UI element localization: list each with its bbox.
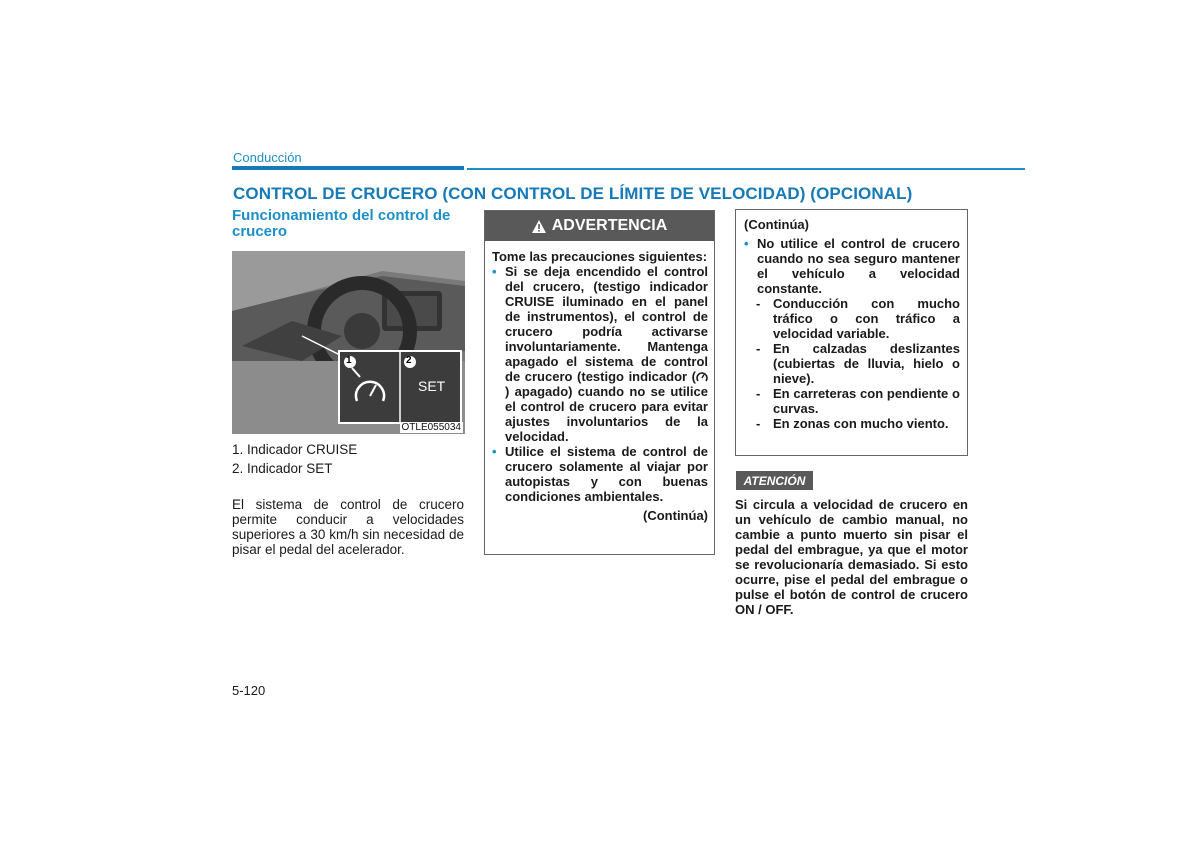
bullet-dot-icon: • (492, 264, 497, 279)
warning-continued: (Continúa) (643, 508, 708, 523)
warning-intro: Tome las precauciones siguientes: (492, 249, 708, 264)
bullet-dot-icon: • (744, 236, 749, 251)
cruise-indicator-icon (696, 371, 708, 382)
indicator-item-set: 2. Indicador SET (232, 461, 333, 476)
indicator-item-cruise: 1. Indicador CRUISE (232, 442, 358, 457)
continuation-body (744, 217, 960, 431)
condition-item: - En calzadas deslizantes (cubiertas de lluvia, hielo o nieve). (756, 341, 960, 386)
continuation-box (735, 209, 968, 456)
callout-2: 2 (406, 355, 412, 366)
dashboard-photo (232, 251, 465, 434)
attention-text: Si circula a velocidad de crucero en un vehículo de cambio manual, no cambie a punto muerto sin pisar el pedal del embrague, ya que el motor se revolucionaría demasiado. Si esto ocurre, pise el pedal del embrague o pulse el botón de control de crucero ON / OFF. (735, 497, 968, 617)
warning-title: ADVERTENCIA (551, 217, 668, 234)
dashboard-illustration (232, 251, 465, 434)
warning-body (492, 249, 708, 523)
warning-bullet: • Si se deja encendido el control del crucero, (testigo indicador CRUISE iluminado en el panel de instrumentos), el control de crucero podría activarse involuntariamente. Mantenga apagado el sistema de control de crucero (testigo indicador () apagado) cuando no se utilice el control de crucero para evitar ajustes involuntarios de la velocidad. (492, 264, 708, 444)
set-indicator-label: SET (418, 378, 446, 394)
header-rule (467, 168, 1025, 170)
condition-item: - Conducción con mucho tráfico o con tráfico a velocidad variable. (756, 296, 960, 341)
section-bar (232, 166, 464, 170)
continuation-bullet: • No utilice el control de crucero cuando no sea seguro mantener el vehículo a velocidad constante. (744, 236, 960, 296)
warning-bullet: • Utilice el sistema de control de crucero solamente al viajar por autopistas y con buenas condiciones ambientales. (492, 444, 708, 504)
callout-1: 1 (346, 355, 352, 366)
warning-triangle-icon (532, 220, 546, 233)
subsection-title: Funcionamiento del control de crucero (232, 207, 451, 240)
bullet-dot-icon: • (492, 444, 497, 459)
indicator-list (232, 440, 357, 478)
continuation-heading: (Continúa) (744, 217, 809, 232)
figure-code: OTLE055034 (401, 422, 461, 433)
body-paragraph: El sistema de control de crucero permite conducir a velocidades superiores a 30 km/h sin necesidad de pisar el pedal del acelerador. (232, 497, 464, 557)
page-number: 5-120 (232, 683, 266, 698)
section-label: Conducción (233, 150, 302, 165)
warning-header (485, 211, 714, 241)
page-title: CONTROL DE CRUCERO (CON CONTROL DE LÍMITE DE VELOCIDAD) (OPCIONAL) (233, 184, 913, 203)
condition-item: - En carreteras con pendiente o curvas. (756, 386, 960, 416)
attention-label: ATENCIÓN (736, 471, 813, 490)
warning-box (484, 210, 715, 555)
condition-item: - En zonas con mucho viento. (756, 416, 949, 431)
